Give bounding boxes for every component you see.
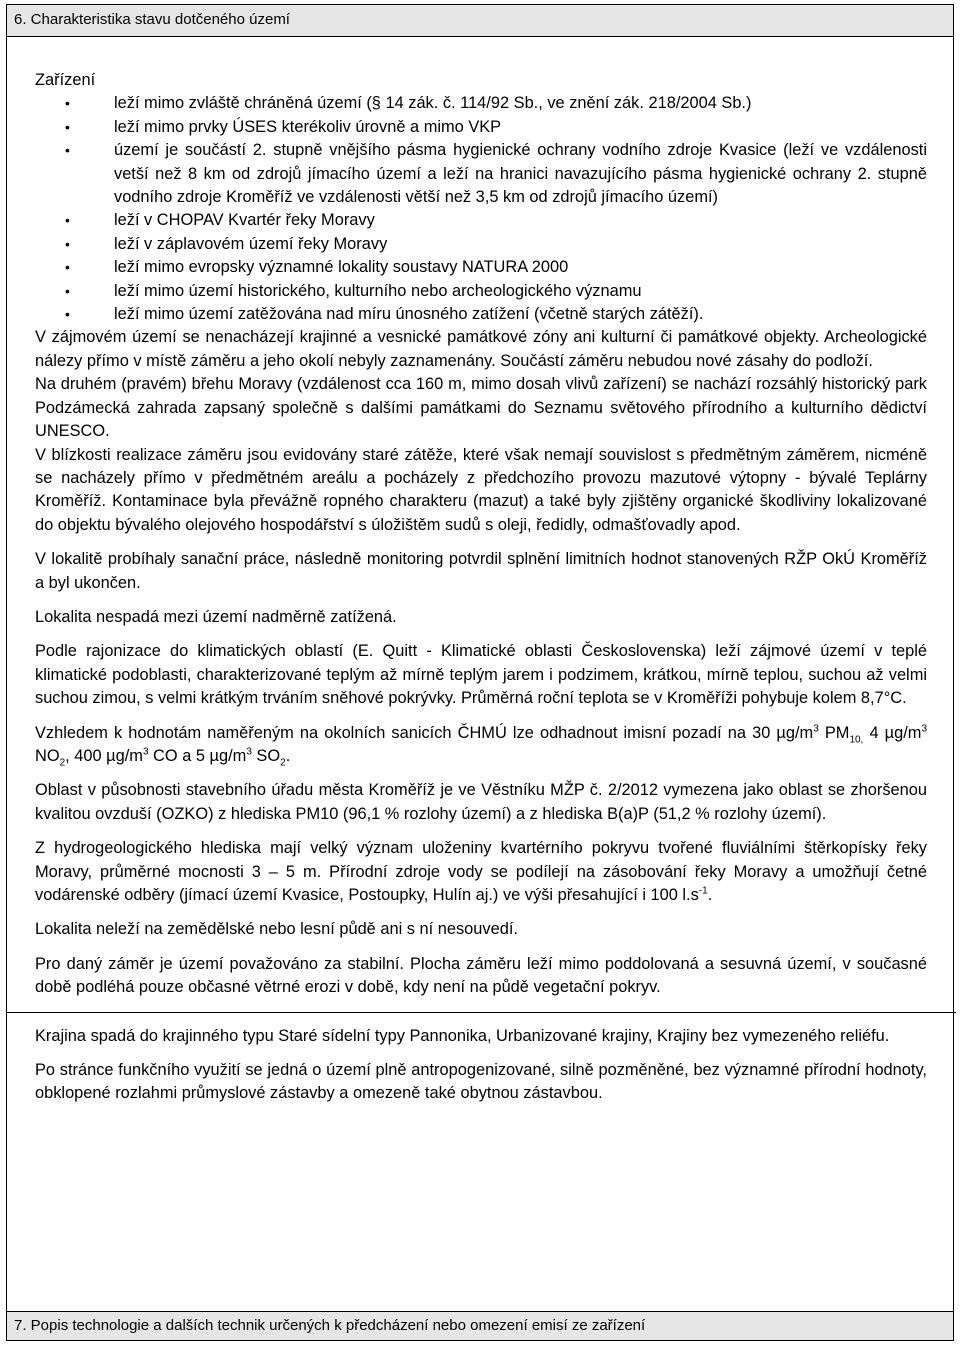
paragraph-load: Lokalita nespadá mezi území nadměrně zatížená. (35, 607, 397, 626)
list-item: • leží v záplavovém území řeky Moravy (35, 233, 927, 256)
paragraph-land-use: Po stránce funkčního využití se jedná o území plně antropogenizované, silně pozměněné, bez významné přírodní hodnoty, obklopené rozlahmi průmyslové zástavby a omezeně také obytnou zástavbou. (35, 1061, 927, 1103)
section-header (7, 5, 953, 37)
list-item: • leží v CHOPAV Kvartér řeky Moravy (35, 209, 927, 232)
next-section-header (7, 1311, 953, 1340)
facility-bullet-list (35, 92, 927, 326)
paragraph-remediation: V lokalitě probíhaly sanační práce, následně monitoring potvrdil splnění limitních hodnot stanovených RŽP OkÚ Kroměříž a byl ukončen. (35, 550, 927, 592)
paragraph-old-burdens: V blízkosti realizace záměru jsou evidovány staré zátěže, které však nemají souvislost s předmětným záměrem, nicméně se nacházely přímo v předmětném areálu a pocházely z předchozího provozu mazutové výtopny - bývalé Teplárny Kroměříž. Kontaminace byla převážně ropného charakteru (mazut) a také byly zjištěny organické škodliviny lokalizované do objektu bývalého olejového hospodářství s úložištěm sudů s oleji, ředidly, odmašťovadly apod. (35, 445, 927, 534)
section-7-title: 7. Popis technologie a dalších technik určených k předcházení nebo omezení emisí ze zařízení (14, 1317, 646, 1334)
paragraph-agricultural-land: Lokalita neleží na zemědělské nebo lesní půdě ani s ní nesouvedí. (35, 920, 518, 939)
list-item: • leží mimo prvky ÚSES kterékoliv úrovně a mimo VKP (35, 116, 927, 139)
list-item: • leží mimo evropsky významné lokality soustavy NATURA 2000 (35, 256, 927, 279)
list-item: • leží mimo území historického, kulturního nebo archeologického významu (35, 280, 927, 303)
paragraph-stability: Pro daný záměr je území považováno za stabilní. Plocha záměru leží mimo poddolovaná a sesuvná území, v současné době podléhá pouze občasné větrné erozi v době, kdy není na půdě vegetační pokryv. (35, 954, 927, 997)
list-item: • leží mimo území zatěžována nad míru únosného zatížení (včetně starých zátěží). (35, 303, 927, 326)
paragraph-ozko: Oblast v působnosti stavebního úřadu města Kroměříž je ve Věstníku MŽP č. 2/2012 vymezena jako oblast se zhoršenou kvalitou ovzduší (OZKO) z hlediska PM10 (96,1 % rozlohy území) a z hlediska B(a)P (51,2 % rozlohy území). (35, 781, 927, 823)
list-item: • leží mimo zvláště chráněná území (§ 14 zák. č. 114/92 Sb., ve znění zák. 218/2004 Sb.) (35, 92, 927, 115)
paragraph-hydrogeology: Z hydrogeologického hlediska mají velký význam uloženiny kvartérního pokryvu tvořené fluviálními štěrkopísky řeky Moravy, průměrné mocnosti 3 – 5 m. Přírodní zdroje vody se podílejí na zásobování řeky Moravy a umožňují četné vodárenské odběry (jímací území Kvasice, Postoupky, Hulín aj.) ve výši přesahující i 100 $l.s^{-1}$. (35, 839, 927, 904)
document-frame (6, 4, 954, 1341)
facility-heading: Zařízení (35, 71, 96, 89)
list-item: • území je součástí 2. stupně vnějšího pásma hygienické ochrany vodního zdroje Kvasice (leží ve vzdálenosti vetší než 8 km od zdrojů jímacího území a leží na hranici navazujícího pásma hygienické ochrany 2. stupně vodního zdroje Kroměříž ve vzdálenosti větší než 3,5 km od zdrojů jímacího území) (35, 139, 927, 209)
section-content (35, 69, 927, 1106)
divider (6, 1012, 956, 1013)
section-6-title: 6. Charakteristika stavu dotčeného území (14, 11, 290, 28)
paragraph-climate: Podle rajonizace do klimatických oblastí (E. Quitt - Klimatické oblasti Československa) leží zájmové území v teplé klimatické podoblasti, charakterizované teplým až mírně teplým jarem i podzimem, krátkou, mírně teplou, suchou až velmi suchou zimou, s velmi krátkým trváním sněhové pokrývky. Průměrná roční teplota se v Kroměříži pohybuje kolem 8,7°C. (35, 642, 927, 708)
paragraph-unesco-park: Na druhém (pravém) břehu Moravy (vzdálenost cca 160 m, mimo dosah vlivů zařízení) se nachází rozsáhlý historický park Podzámecká zahrada zapsaný společně s dalšími památkami do Seznamu světového přírodního a kulturního dědictví UNESCO. (35, 375, 927, 441)
paragraph-air-background: Vzhledem k hodnotám naměřeným na okolních sanicích ČHMÚ lze odhadnout imisní pozadí na 30 $\mu g/m^3$ $PM_{10,}$ 4 $\mu g/m^3$ $NO_2$, 400 $\mu g/m^3$ CO a 5 $\mu g/m^3$ $SO_2$. (35, 723, 927, 769)
paragraph-landscape-type: Krajina spadá do krajinného typu Staré sídelní typy Pannonika, Urbanizované krajiny, Krajiny bez vymezeného reliéfu. (35, 1026, 890, 1045)
paragraph-heritage: V zájmovém území se nenacházejí krajinné a vesnické památkové zóny ani kulturní či památkové objekty. Archeologické nálezy přímo v místě záměru a jeho okolí nebyly zaznamenány. Součástí záměru nebudou nové zásahy do podloží. (35, 328, 927, 370)
